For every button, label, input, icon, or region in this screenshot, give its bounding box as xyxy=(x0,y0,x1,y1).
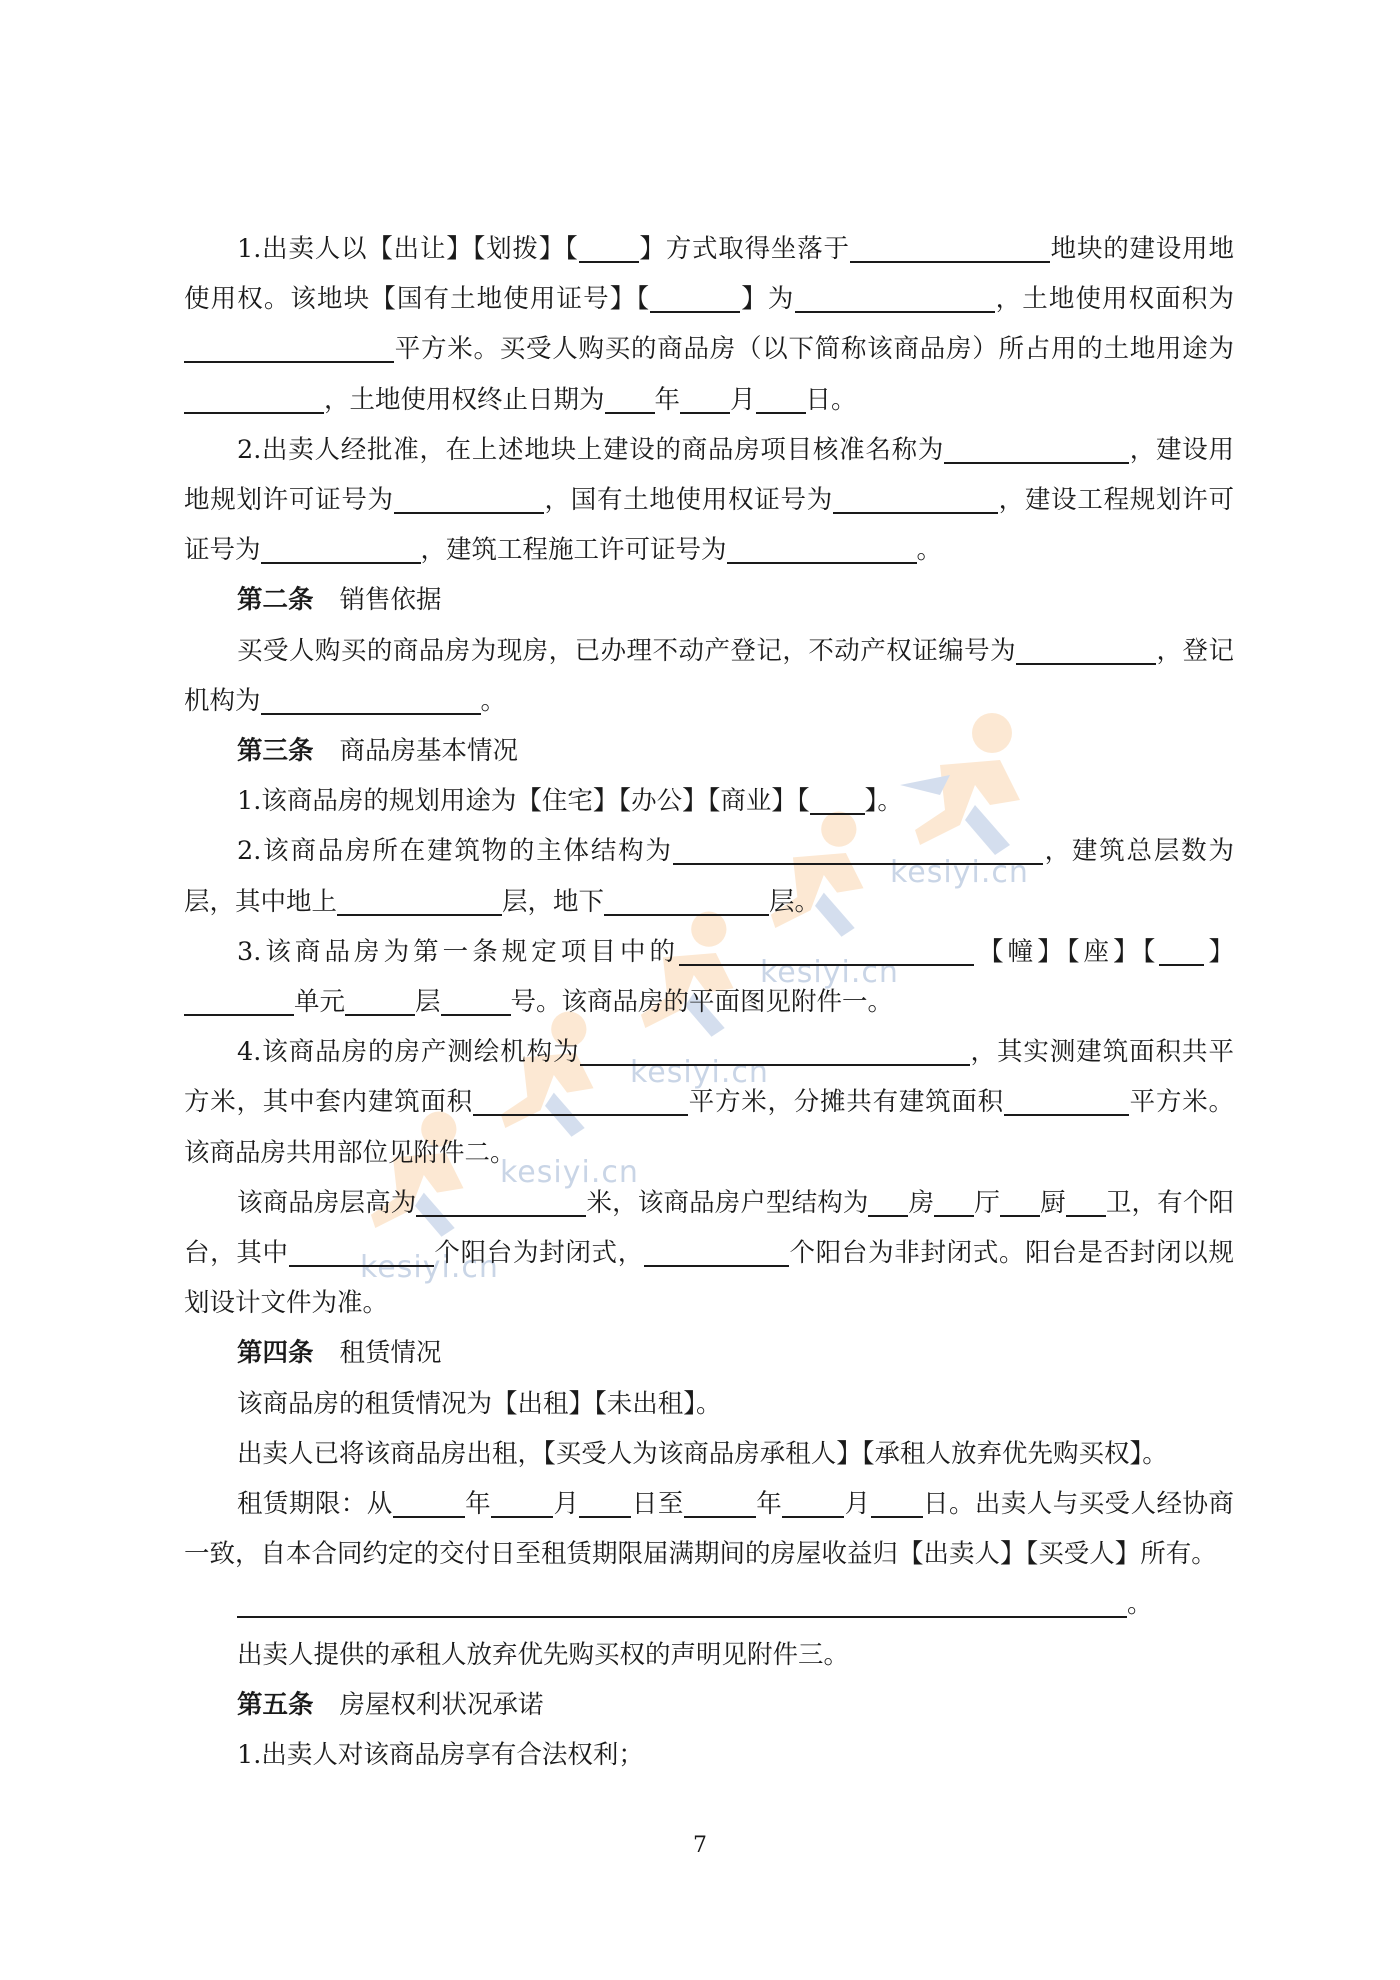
blank-field[interactable] xyxy=(868,1187,908,1217)
blank-field[interactable] xyxy=(944,434,1129,464)
blank-field[interactable] xyxy=(579,233,639,263)
blank-field[interactable] xyxy=(345,986,415,1016)
blank-field[interactable] xyxy=(393,1488,465,1518)
article-2-heading: 第二条 销售依据 xyxy=(237,585,442,616)
blank-field[interactable] xyxy=(237,1588,1127,1618)
clause-5-1: 1.出卖人对该商品房享有合法权利； xyxy=(237,1740,644,1771)
blank-field[interactable] xyxy=(337,886,502,916)
blank-field[interactable] xyxy=(782,1488,844,1518)
blank-field[interactable] xyxy=(416,1187,586,1217)
blank-field[interactable] xyxy=(441,986,511,1016)
clause-3-5: 该商品房层高为 米，该商品房户型结构为 房 厅 厨 卫，有个阳台，其中 个阳台为封闭式， 个阳台为非封闭式。阳台是否封闭以规划设计文件为准。 xyxy=(184,1187,1234,1319)
clause-1-2: 2.出卖人经批准，在上述地块上建设的商品房项目核准名称为 ，建设用地规划许可证号为 ，国有土地使用权证号为 ，建设工程规划许可证号为 ，建筑工程施工许可证号为 。 xyxy=(184,434,1234,566)
watermark-text: kesiyi.cn xyxy=(360,1250,499,1285)
blank-field[interactable] xyxy=(795,283,995,313)
clause-3-2: 2.该商品房所在建筑物的主体结构为 ，建筑总层数为层，其中地上 层，地下 层。 xyxy=(184,836,1234,917)
clause-1-1: 1.出卖人以【出让】【划拨】【 】方式取得坐落于 地块的建设用地使用权。该地块【国有土地使用证号】【 】为 ，土地使用权面积为平方米。买受人购买的商品房（以下简称该商品房）所占用的土地用途为，土地使用权终止日期为 年 月 日。 xyxy=(184,234,1234,415)
blank-field[interactable] xyxy=(605,384,655,414)
article-2-text: 买受人购买的商品房为现房，已办理不动产登记，不动产权证编号为 ，登记机构为 。 xyxy=(184,635,1234,716)
blank-field[interactable] xyxy=(684,1488,756,1518)
blank-field[interactable] xyxy=(756,384,806,414)
blank-field[interactable] xyxy=(1016,635,1156,665)
contract-body xyxy=(184,224,1234,1780)
blank-field[interactable] xyxy=(184,986,294,1016)
clause-3-4: 4.该商品房的房产测绘机构为 ，其实测建筑面积共平方米，其中套内建筑面积 平方米，分摊共有建筑面积 平方米。该商品房共用部位见附件二。 xyxy=(184,1037,1234,1168)
blank-field[interactable] xyxy=(579,1488,631,1518)
clause-4-4: 。 xyxy=(184,1579,1234,1629)
blank-field[interactable] xyxy=(833,484,998,514)
blank-field[interactable] xyxy=(810,785,865,815)
blank-field[interactable] xyxy=(184,384,324,414)
article-5-heading: 第五条 房屋权利状况承诺 xyxy=(237,1689,544,1720)
blank-field[interactable] xyxy=(580,1036,970,1066)
blank-field[interactable] xyxy=(289,1237,434,1267)
blank-field[interactable] xyxy=(604,886,769,916)
watermark-text: kesiyi.cn xyxy=(760,955,899,990)
article-3-heading: 第三条 商品房基本情况 xyxy=(237,736,519,767)
blank-field[interactable] xyxy=(650,283,740,313)
blank-field[interactable] xyxy=(871,1488,923,1518)
blank-field[interactable] xyxy=(261,685,481,715)
page-number: 7 xyxy=(693,1833,707,1858)
clause-4-5: 出卖人提供的承租人放弃优先购买权的声明见附件三。 xyxy=(237,1639,850,1670)
watermark-text: kesiyi.cn xyxy=(890,855,1029,890)
blank-field[interactable] xyxy=(680,384,730,414)
blank-field[interactable] xyxy=(394,484,544,514)
blank-field[interactable] xyxy=(673,835,1043,865)
article-4-heading: 第四条 租赁情况 xyxy=(237,1338,442,1369)
clause-4-3: 租赁期限：从 年 月 日至 年 月 日。出卖人与买受人经协商一致，自本合同约定的交付日至租赁期限届满期间的房屋收益归【出卖人】【买受人】所有。 xyxy=(184,1489,1234,1570)
blank-field[interactable] xyxy=(679,936,974,966)
blank-field[interactable] xyxy=(1004,1086,1129,1116)
blank-field[interactable] xyxy=(491,1488,553,1518)
blank-field[interactable] xyxy=(850,233,1050,263)
blank-field[interactable] xyxy=(473,1086,688,1116)
blank-field[interactable] xyxy=(184,333,394,363)
watermark-text: kesiyi.cn xyxy=(630,1055,769,1090)
clause-4-2: 出卖人已将该商品房出租，【买受人为该商品房承租人】【承租人放弃优先购买权】。 xyxy=(237,1438,1168,1469)
blank-field[interactable] xyxy=(1159,936,1204,966)
blank-field[interactable] xyxy=(1000,1187,1040,1217)
clause-4-1: 该商品房的租赁情况为【出租】【未出租】。 xyxy=(237,1388,722,1419)
clause-3-1: 1.该商品房的规划用途为【住宅】【办公】【商业】【 】。 xyxy=(237,786,903,817)
blank-field[interactable] xyxy=(1066,1187,1106,1217)
blank-field[interactable] xyxy=(727,534,917,564)
blank-field[interactable] xyxy=(934,1187,974,1217)
clause-3-3: 3.该商品房为第一条规定项目中的 【幢】【座】【 】单元 层 号。该商品房的平面图见附件一。 xyxy=(184,927,1234,1027)
watermark-text: kesiyi.cn xyxy=(500,1155,639,1190)
blank-field[interactable] xyxy=(261,534,421,564)
blank-field[interactable] xyxy=(644,1237,789,1267)
